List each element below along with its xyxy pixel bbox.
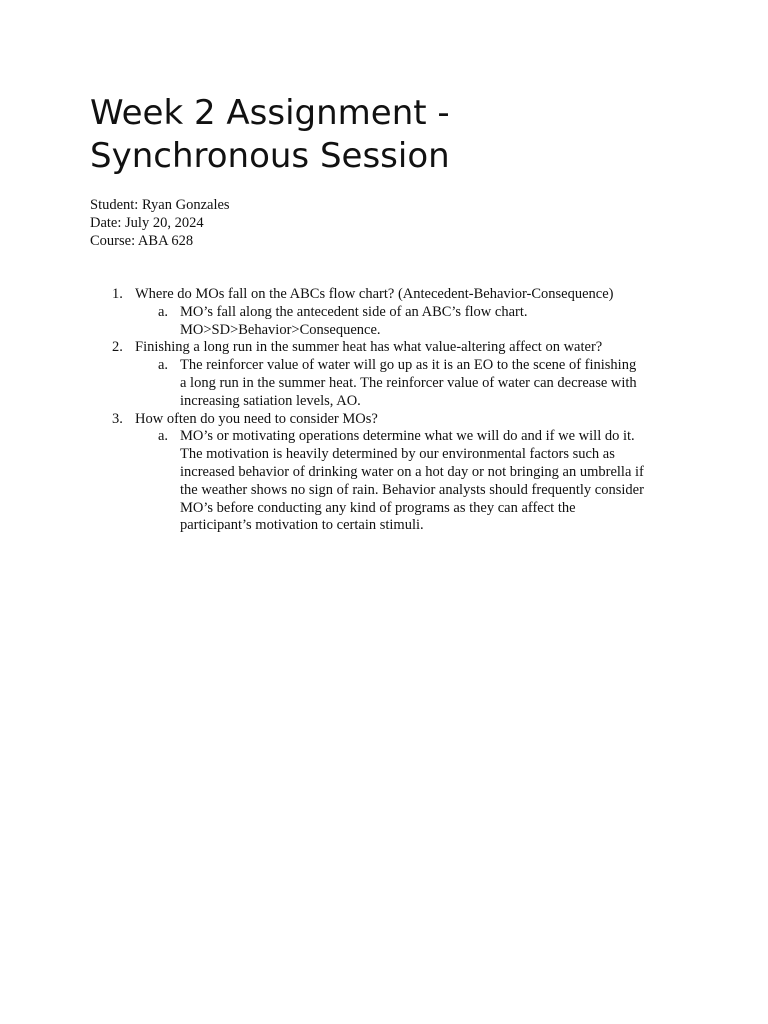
- document-title: [90, 92, 510, 178]
- question-item: [90, 411, 690, 536]
- answer-list: [135, 357, 690, 410]
- answer-line: MO’s before conducting any kind of programs as they can affect the: [180, 499, 576, 516]
- question-list: [90, 286, 690, 535]
- answer-list: [135, 428, 690, 535]
- answer-text: [180, 428, 690, 535]
- answer-text: [180, 304, 690, 340]
- answer-letter: a.: [158, 303, 169, 320]
- question-text: Where do MOs fall on the ABCs flow chart? (Antecedent-Behavior-Consequence): [135, 286, 614, 302]
- question-number: 2.: [112, 339, 123, 356]
- course-line: Course: ABA 628: [90, 233, 194, 249]
- answer-line: The motivation is heavily determined by our environmental factors such as: [180, 446, 615, 463]
- assignment-info: [90, 196, 230, 250]
- answer-line: increasing satiation levels, AO.: [180, 392, 361, 409]
- question-text: How often do you need to consider MOs?: [135, 410, 378, 427]
- answer-line: The reinforcer value of water will go up as it is an EO to the scene of finishing: [180, 357, 637, 374]
- answer-line: a long run in the summer heat. The reinforcer value of water can decrease with: [180, 374, 637, 391]
- question-number: 1.: [112, 286, 123, 302]
- answer-line: increased behavior of drinking water on a hot day or not bringing an umbrella if: [180, 463, 644, 480]
- answer-line: MO>SD>Behavior>Consequence.: [180, 321, 381, 338]
- answer-item: [135, 304, 690, 340]
- answer-letter: a.: [158, 357, 169, 374]
- answer-line: MO’s or motivating operations determine what we will do and if we will do it.: [180, 428, 635, 445]
- answer-line: MO’s fall along the antecedent side of an ABC’s flow chart.: [180, 303, 528, 320]
- answer-line: participant’s motivation to certain stimuli.: [180, 517, 424, 534]
- answer-list: [135, 304, 690, 340]
- question-text: Finishing a long run in the summer heat has what value-altering affect on water?: [135, 339, 603, 356]
- answer-item: [135, 428, 690, 535]
- answer-letter: a.: [158, 428, 169, 445]
- date-line: Date: July 20, 2024: [90, 215, 204, 231]
- question-item: [90, 286, 690, 339]
- answer-item: [135, 357, 690, 410]
- answer-text: [180, 357, 690, 410]
- answer-line: the weather shows no sign of rain. Behavior analysts should frequently consider: [180, 481, 644, 498]
- title-line: Synchronous Session: [90, 136, 450, 176]
- title-line: Week 2 Assignment -: [90, 93, 450, 133]
- question-item: [90, 339, 690, 410]
- question-number: 3.: [112, 410, 123, 427]
- student-line: Student: Ryan Gonzales: [90, 197, 230, 213]
